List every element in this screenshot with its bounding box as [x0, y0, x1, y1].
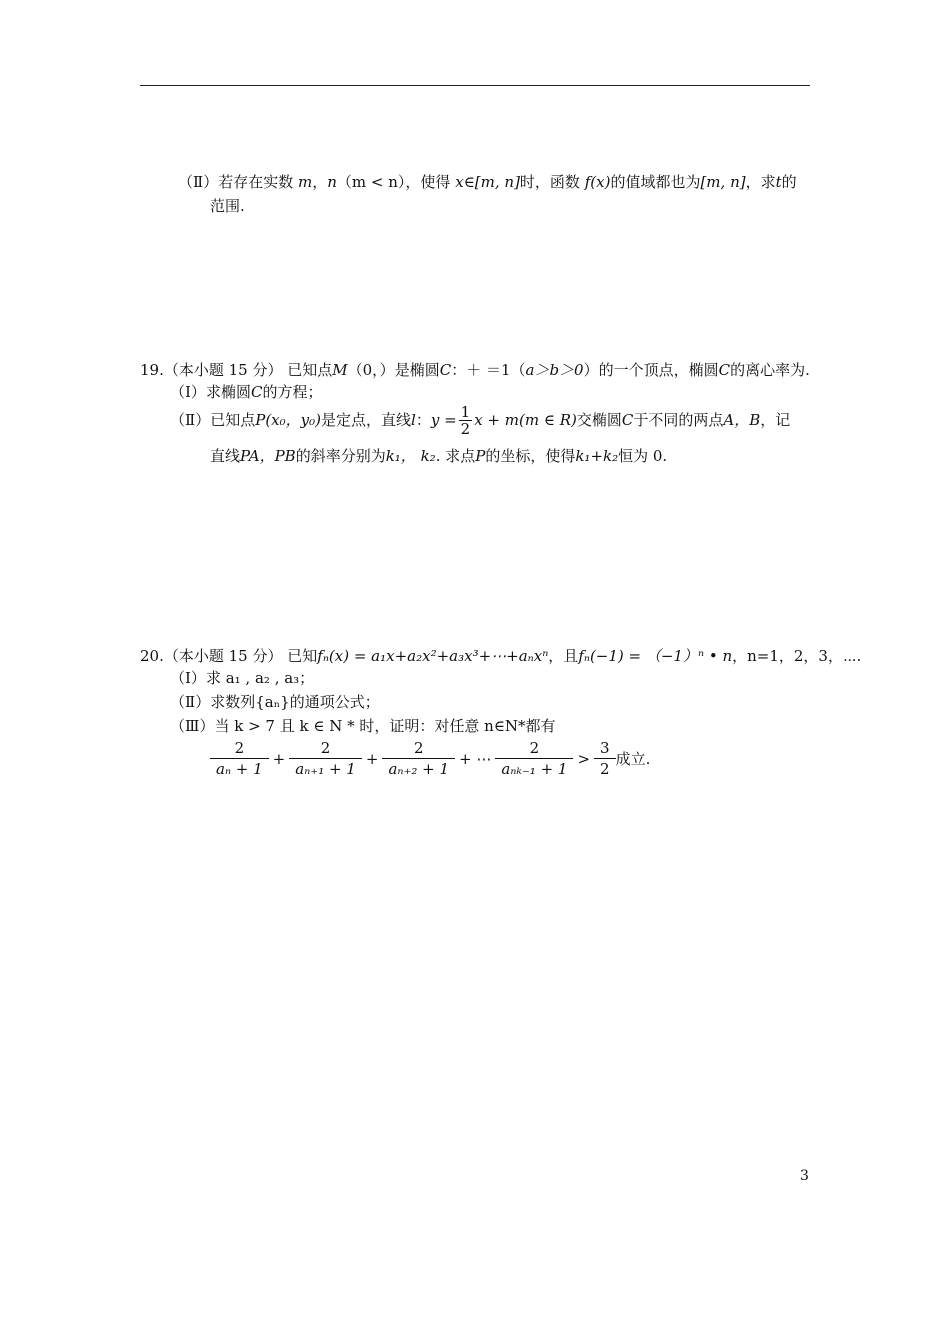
q20-points: （本小题 15 分）	[163, 647, 283, 665]
cond-m-lt-n: （m < n）	[336, 173, 406, 191]
q20-part2-label: （Ⅱ）	[170, 693, 211, 711]
q20-part1-text: 求 a₁ , a₂ , a₃；	[205, 669, 315, 687]
q18-text5: ，求	[745, 173, 776, 191]
q19-line3-e: 恒为 0.	[618, 447, 668, 465]
q18-text1: 若存在实数	[218, 173, 294, 191]
q20-number: 20.	[140, 647, 164, 665]
q20-part3	[170, 716, 556, 736]
term-3-num: 2	[382, 738, 455, 759]
term-4-den: aₙₖ₋₁ + 1	[501, 760, 568, 778]
plus-dots: + ⋯	[459, 749, 492, 768]
q20-stem-b: ，且	[548, 647, 579, 665]
q18-text3: 时，函数	[519, 173, 580, 191]
term-1-num: 2	[210, 738, 269, 759]
q20-ending: 成立.	[615, 750, 651, 768]
q19-part1-label: （Ⅰ）	[170, 383, 206, 401]
slopes-k1-k2: k₁， k₂	[385, 447, 436, 465]
term-1-den: aₙ + 1	[216, 760, 263, 778]
q19-stem-a: 已知点	[287, 361, 333, 379]
q20-stem	[140, 646, 861, 666]
points-AB: A，B	[723, 411, 761, 429]
q19-part2-c: 交椭圆	[576, 411, 622, 429]
q19-stem-e: 的离心率为.	[730, 361, 810, 379]
q20-part3-label: （Ⅲ）	[170, 717, 215, 735]
term-4	[495, 738, 573, 779]
var-x: x	[455, 173, 464, 191]
q18-part2-line1	[178, 172, 797, 192]
q19-line3-a: 直线	[210, 447, 241, 465]
q18-text2: ，使得	[405, 173, 451, 191]
term-2-num: 2	[289, 738, 362, 759]
interval-mn-2: [m, n]	[700, 173, 746, 191]
q19-stem	[140, 360, 810, 380]
term-3-den: aₙ₊₂ + 1	[388, 760, 450, 778]
q20-stem-c: ，n=1，2，3，⋯.	[732, 647, 862, 665]
rhs-den: 2	[600, 760, 610, 778]
plus-2: +	[365, 749, 379, 768]
q19-part2-line1	[170, 402, 790, 438]
q19-number: 19.	[140, 361, 164, 379]
q19-line3-c: . 求点	[435, 447, 476, 465]
q19-part2-e: ，记	[760, 411, 791, 429]
lines-PA-PB: PA，PB	[240, 447, 296, 465]
q19-stem-d: ）的一个顶点，椭圆	[583, 361, 719, 379]
fn-definition: fₙ(x) = a₁x+a₂x²+a₃x³+⋯+aₙxⁿ	[317, 647, 549, 665]
q18-part2-line2: 范围.	[210, 197, 245, 215]
point-P-2: P	[475, 447, 486, 465]
q18-text6: 的	[781, 173, 797, 191]
q20-part1	[170, 668, 314, 688]
colon: ：	[415, 411, 431, 429]
ellipse-C-4: C	[621, 411, 634, 429]
greater-than: >	[577, 749, 591, 768]
point-M-coords: （0，）	[347, 361, 395, 379]
point-P: P	[255, 411, 266, 429]
q20-inequality	[210, 738, 650, 779]
header-rule	[140, 85, 810, 86]
q19-part1-end: 的方程；	[262, 383, 323, 401]
ellipse-C: C	[439, 361, 452, 379]
interval-mn: [m, n]	[474, 173, 520, 191]
term-4-num: 2	[495, 738, 573, 759]
frac-den: 2	[460, 419, 471, 438]
fraction-half	[459, 404, 473, 437]
var-m: m	[298, 173, 313, 191]
q18-part2-label: （Ⅱ）	[178, 173, 219, 191]
term-1	[210, 738, 269, 779]
q19-points: （本小题 15 分）	[163, 361, 283, 379]
q20-stem-a: 已知	[287, 647, 318, 665]
q18-text4: 的值域都也为	[610, 173, 701, 191]
cond-a-b: a＞b＞0	[525, 361, 584, 379]
func-fx: f(x)	[584, 173, 611, 191]
q20-part2-text: 求数列{aₙ}的通项公式；	[210, 693, 380, 711]
q20-part1-label: （Ⅰ）	[170, 669, 206, 687]
q19-part2-b: 是定点，直线	[320, 411, 411, 429]
q19-part1	[170, 382, 322, 402]
q20-part2	[170, 692, 380, 712]
eq-rest: x + m(m ∈ R)	[474, 411, 577, 429]
symbol-in: ∈	[463, 173, 475, 191]
point-M: M	[332, 361, 348, 379]
q19-part2-label: （Ⅱ）	[170, 411, 211, 429]
q19-stem-b: 是椭圆	[394, 361, 440, 379]
q19-part1-text: 求椭圆	[205, 383, 251, 401]
q19-stem-c: ：＋ ＝1（	[451, 361, 526, 379]
q19-part2-a: 已知点	[210, 411, 256, 429]
term-3	[382, 738, 455, 779]
plus-1: +	[272, 749, 286, 768]
q19-line3-d: 的坐标，使得	[485, 447, 576, 465]
term-2-den: aₙ₊₁ + 1	[295, 760, 356, 778]
rhs-num: 3	[594, 738, 616, 759]
q19-part2-d: 于不同的两点	[633, 411, 724, 429]
point-P-coords: (x₀，y₀)	[265, 411, 321, 429]
q19-line3-b: 的斜率分别为	[295, 447, 386, 465]
var-n: n	[327, 173, 337, 191]
sep: ，	[312, 173, 328, 191]
page-number: 3	[800, 1168, 809, 1184]
eq-y: y =	[430, 411, 457, 429]
ellipse-C-3: C	[250, 383, 263, 401]
q19-part2-line2	[210, 446, 667, 466]
slope-sum: k₁+k₂	[575, 447, 619, 465]
q20-part3-text: 当 k > 7 且 k ∈ N * 时，证明：对任意 n∈N*都有	[214, 717, 556, 735]
rhs-fraction	[594, 738, 616, 779]
line-l: l	[411, 411, 416, 429]
frac-num: 1	[460, 402, 471, 421]
term-2	[289, 738, 362, 779]
ellipse-C-2: C	[718, 361, 731, 379]
fn-value: fₙ(−1) = （−1）ⁿ • n	[578, 647, 733, 665]
var-t: t	[775, 173, 782, 191]
